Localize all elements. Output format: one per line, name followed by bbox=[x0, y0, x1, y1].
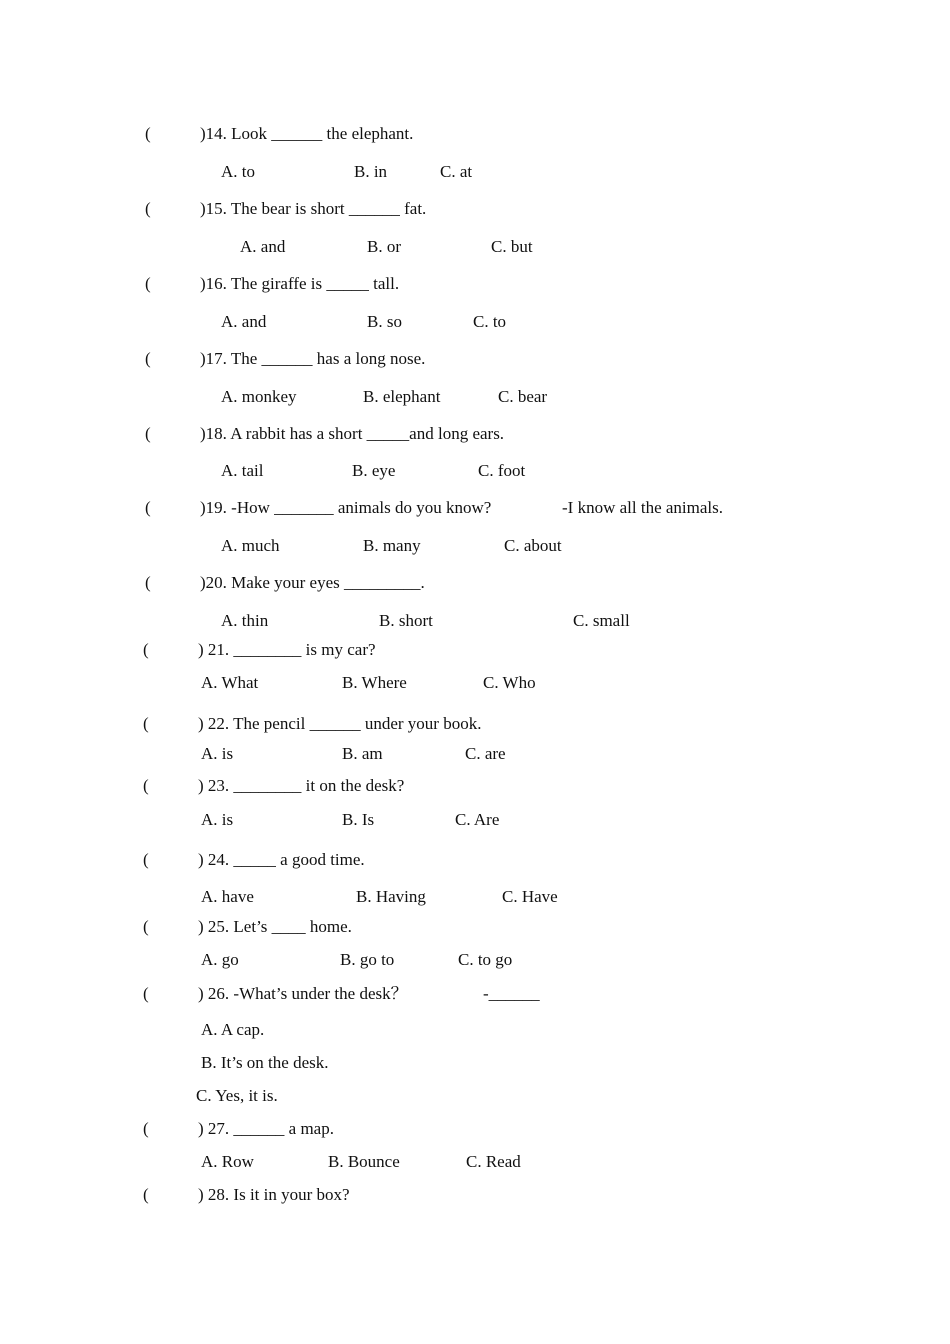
question-stem-15: )15. The bear is short ______ fat. bbox=[200, 199, 427, 218]
option-c-23: C. Are bbox=[455, 810, 500, 829]
option-a-25: A. go bbox=[201, 950, 239, 969]
option-a-26: A. A cap. bbox=[201, 1020, 265, 1039]
question-stem-23: ) 23. ________ it on the desk? bbox=[198, 776, 405, 795]
option-b-15: B. or bbox=[367, 237, 401, 256]
option-a-20: A. thin bbox=[221, 611, 269, 630]
question-stem-16: )16. The giraffe is _____ tall. bbox=[200, 274, 400, 293]
answer-bracket: ( bbox=[143, 776, 149, 795]
question-stem-14: )14. Look ______ the elephant. bbox=[200, 124, 414, 143]
option-b-21: B. Where bbox=[342, 673, 407, 692]
option-a-17: A. monkey bbox=[221, 387, 297, 406]
question-stem-17: )17. The ______ has a long nose. bbox=[200, 349, 426, 368]
option-a-19: A. much bbox=[221, 536, 280, 555]
option-c-25: C. to go bbox=[458, 950, 513, 969]
option-c-17: C. bear bbox=[498, 387, 548, 406]
question-stem-28: ) 28. Is it in your box? bbox=[198, 1185, 350, 1204]
option-c-22: C. are bbox=[465, 744, 506, 763]
option-c-24: C. Have bbox=[502, 887, 558, 906]
question-stem-20: )20. Make your eyes _________. bbox=[200, 573, 425, 592]
option-c-27: C. Read bbox=[466, 1152, 521, 1171]
option-b-22: B. am bbox=[342, 744, 383, 763]
option-b-25: B. go to bbox=[340, 950, 395, 969]
option-a-27: A. Row bbox=[201, 1152, 254, 1171]
option-c-20: C. small bbox=[573, 611, 630, 630]
answer-bracket: ( bbox=[145, 349, 151, 368]
option-c-15: C. but bbox=[491, 237, 533, 256]
answer-bracket: ( bbox=[143, 640, 149, 659]
question-stem-24: ) 24. _____ a good time. bbox=[198, 850, 365, 869]
option-b-17: B. elephant bbox=[363, 387, 441, 406]
question-stem-25: ) 25. Let’s ____ home. bbox=[198, 917, 352, 936]
option-b-23: B. Is bbox=[342, 810, 375, 829]
answer-bracket: ( bbox=[145, 424, 151, 443]
question-stem-26: ) 26. -What’s under the desk？ bbox=[198, 984, 408, 1003]
question-stem-21: ) 21. ________ is my car? bbox=[198, 640, 376, 659]
answer-bracket: ( bbox=[143, 984, 149, 1003]
question-stem-27: ) 27. ______ a map. bbox=[198, 1119, 334, 1138]
answer-bracket: ( bbox=[143, 917, 149, 936]
option-a-14: A. to bbox=[221, 162, 255, 181]
answer-bracket: ( bbox=[145, 199, 151, 218]
answer-bracket: ( bbox=[145, 124, 151, 143]
option-c-14: C. at bbox=[440, 162, 473, 181]
question-stem-19: )19. -How _______ animals do you know? bbox=[200, 498, 492, 517]
answer-bracket: ( bbox=[143, 850, 149, 869]
option-b-26: B. It’s on the desk. bbox=[201, 1053, 329, 1072]
option-b-20: B. short bbox=[379, 611, 433, 630]
answer-bracket: ( bbox=[143, 1119, 149, 1138]
option-c-19: C. about bbox=[504, 536, 562, 555]
option-c-18: C. foot bbox=[478, 461, 526, 480]
option-a-23: A. is bbox=[201, 810, 234, 829]
option-a-18: A. tail bbox=[221, 461, 264, 480]
option-a-22: A. is bbox=[201, 744, 234, 763]
option-c-16: C. to bbox=[473, 312, 507, 331]
option-c-26: C. Yes, it is. bbox=[196, 1086, 278, 1105]
option-b-18: B. eye bbox=[352, 461, 396, 480]
answer-bracket: ( bbox=[145, 274, 151, 293]
answer-bracket: ( bbox=[145, 498, 151, 517]
question-reply-26: -______ bbox=[483, 984, 540, 1003]
question-stem-18: )18. A rabbit has a short _____and long ears. bbox=[200, 424, 505, 443]
question-stem-22: ) 22. The pencil ______ under your book. bbox=[198, 714, 482, 733]
option-a-24: A. have bbox=[201, 887, 254, 906]
option-b-24: B. Having bbox=[356, 887, 426, 906]
option-a-15: A. and bbox=[240, 237, 286, 256]
option-c-21: C. Who bbox=[483, 673, 536, 692]
option-b-27: B. Bounce bbox=[328, 1152, 400, 1171]
answer-bracket: ( bbox=[143, 714, 149, 733]
option-a-21: A. What bbox=[201, 673, 259, 692]
option-b-16: B. so bbox=[367, 312, 402, 331]
answer-bracket: ( bbox=[145, 573, 151, 592]
option-b-14: B. in bbox=[354, 162, 388, 181]
question-reply-19: -I know all the animals. bbox=[562, 498, 723, 517]
option-b-19: B. many bbox=[363, 536, 421, 555]
option-a-16: A. and bbox=[221, 312, 267, 331]
answer-bracket: ( bbox=[143, 1185, 149, 1204]
